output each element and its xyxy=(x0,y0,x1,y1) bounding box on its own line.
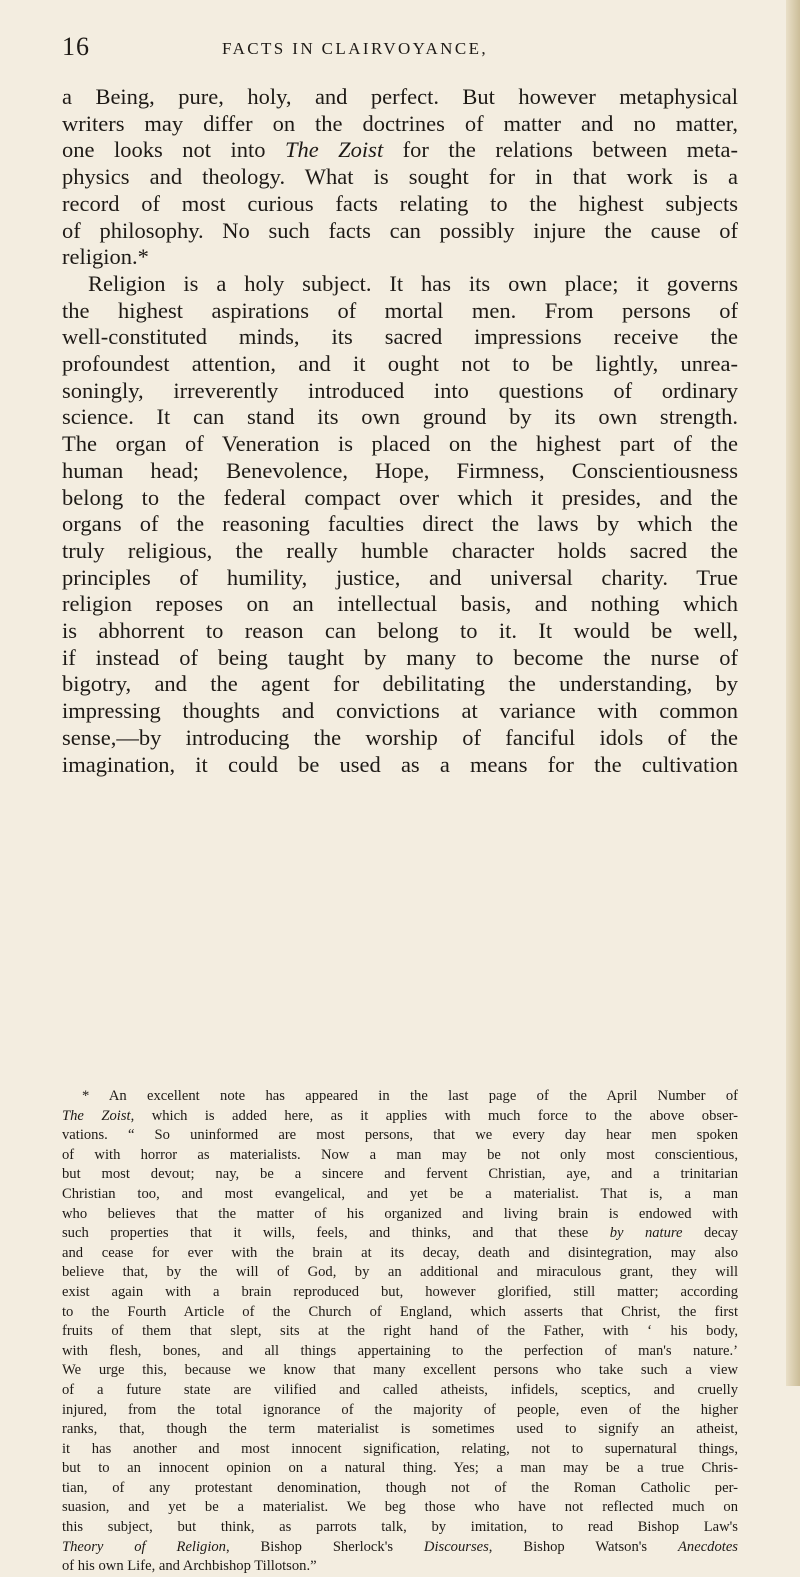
body-line: impressing thoughts and convictions at variance with common xyxy=(62,698,738,724)
footnote-line: The Zoist, which is added here, as it applies with much force to the above obser- xyxy=(62,1107,738,1124)
page-edge-shadow xyxy=(786,0,800,1386)
footnote-line: but most devout; nay, be a sincere and fervent Christian, aye, and a trinitarian xyxy=(62,1166,738,1183)
body-line: well-constituted minds, its sacred impressions receive the xyxy=(62,324,738,350)
running-head: FACTS IN CLAIRVOYANCE, xyxy=(222,39,488,58)
footnote-line: to the Fourth Article of the Church of England, which asserts that Christ, the first xyxy=(62,1303,738,1320)
footnote-line: but to an innocent opinion on a natural thing. Yes; a man may be a true Chris- xyxy=(62,1460,738,1477)
body-line: belong to the federal compact over which it presides, and the xyxy=(62,484,738,510)
body-line: one looks not into The Zoist for the relations between meta- xyxy=(62,137,738,163)
footnote-line: with flesh, bones, and all things appertaining to the perfection of man's nature.’ xyxy=(62,1342,738,1359)
footnote-line: of with horror as materialists. Now a man may be not only most conscientious, xyxy=(62,1146,738,1163)
body-line: The organ of Veneration is placed on the highest part of the xyxy=(62,431,738,457)
body-line: Religion is a holy subject. It has its own place; it governs xyxy=(88,270,738,296)
footnote-line: ranks, that, though the term materialist is sometimes used to signify an atheist, xyxy=(62,1421,738,1438)
footnote-line: vations. “ So uninformed are most persons, that we every day hear men spoken xyxy=(62,1127,738,1144)
footnote-line: this subject, but think, as parrots talk, by imitation, to read Bishop Law's xyxy=(62,1519,738,1536)
footnote-block xyxy=(62,1087,738,1577)
footnote-line: injured, from the total ignorance of the majority of people, even of the higher xyxy=(62,1401,738,1418)
footnote-line: believe that, by the will of God, by an additional and miraculous grant, they will xyxy=(62,1264,738,1281)
footnote-line: We urge this, because we know that many excellent persons who take such a view xyxy=(62,1362,738,1379)
body-line: human head; Benevolence, Hope, Firmness, Conscientiousness xyxy=(62,457,738,483)
footnote-line: who believes that the matter of his organized and living brain is endowed with xyxy=(62,1205,738,1222)
body-line: writers may differ on the doctrines of matter and no matter, xyxy=(62,110,738,136)
footnote-line: * An excellent note has appeared in the last page of the April Number of xyxy=(82,1088,738,1104)
body-line: imagination, it could be used as a means for the cultivation xyxy=(62,751,738,777)
body-line: principles of humility, justice, and universal charity. True xyxy=(62,564,738,590)
body-line: religion.* xyxy=(62,244,149,270)
main-paragraphs xyxy=(62,84,738,778)
body-line: truly religious, the really humble character holds sacred the xyxy=(62,537,738,563)
footnote-line: Theory of Religion, Bishop Sherlock's Discourses, Bishop Watson's Anecdotes xyxy=(62,1538,738,1555)
footnote-line: suasion, and yet be a materialist. We beg those who have not reflected much on xyxy=(62,1499,738,1516)
footnote-line: tian, of any protestant denomination, though not of the Roman Catholic per- xyxy=(62,1479,738,1496)
body-line: bigotry, and the agent for debilitating the understanding, by xyxy=(62,671,738,697)
body-line: is abhorrent to reason can belong to it. It would be well, xyxy=(62,618,738,644)
body-line: the highest aspirations of mortal men. From persons of xyxy=(62,297,738,323)
body-line: science. It can stand its own ground by its own strength. xyxy=(62,404,738,430)
body-line: sense,—by introducing the worship of fanciful idols of the xyxy=(62,724,738,750)
footnote-line: it has another and most innocent signification, relating, not to supernatural things, xyxy=(62,1440,738,1457)
footnote-line: of his own Life, and Archbishop Tillotson.” xyxy=(62,1558,317,1575)
footnote-line: exist again with a brain reproduced but, however glorified, still matter; according xyxy=(62,1283,738,1300)
body-line: profoundest attention, and it ought not to be lightly, unrea- xyxy=(62,351,738,377)
body-line: if instead of being taught by many to become the nurse of xyxy=(62,644,738,670)
footnote-line: and cease for ever with the brain at its decay, death and disintegration, may also xyxy=(62,1244,738,1261)
page-header xyxy=(62,32,732,66)
body-line: soningly, irreverently introduced into questions of ordinary xyxy=(62,377,738,403)
footnote-line: fruits of them that slept, sits at the right hand of the Father, with ‘ his body, xyxy=(62,1323,738,1340)
body-line: of philosophy. No such facts can possibly injure the cause of xyxy=(62,217,738,243)
footnote-line: of a future state are vilified and called atheists, infidels, sceptics, and cruelly xyxy=(62,1381,738,1398)
body-line: religion reposes on an intellectual basis, and nothing which xyxy=(62,591,738,617)
footnote-line: Christian too, and most evangelical, and yet be a materialist. That is, a man xyxy=(62,1185,738,1202)
body-line: organs of the reasoning faculties direct the laws by which the xyxy=(62,511,738,537)
body-line: a Being, pure, holy, and perfect. But however metaphysical xyxy=(62,84,738,109)
body-line: physics and theology. What is sought for in that work is a xyxy=(62,164,738,190)
body-line: record of most curious facts relating to the highest subjects xyxy=(62,190,738,216)
footnote-line: such properties that it wills, feels, and thinks, and that these by nature decay xyxy=(62,1225,739,1242)
page-number: 16 xyxy=(62,32,90,61)
